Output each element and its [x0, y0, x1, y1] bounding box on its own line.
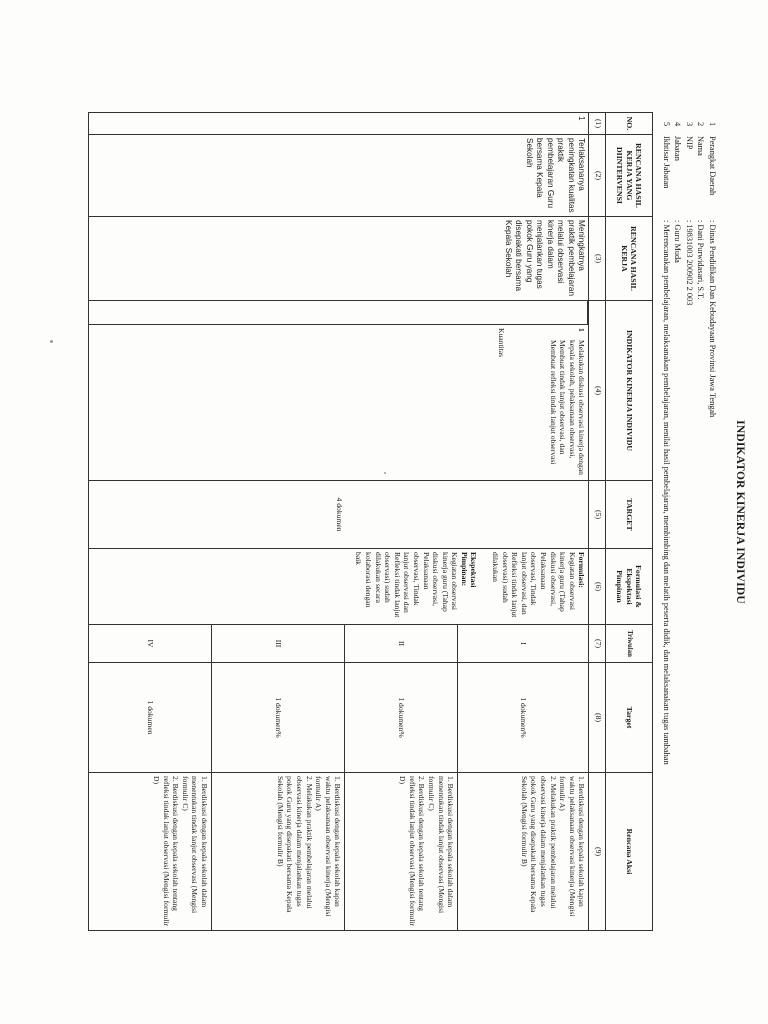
quarter-target-cell: 1 dokumen%: [345, 663, 458, 773]
triwulan-cell: II: [345, 625, 458, 663]
aksi-item: 1. Berdiskusi dengan kepala sekolah dalam menentukan tindak lanjut observasi (Mengisi formulir C): [427, 776, 456, 914]
header-rhk-intervensi: RENCANA HASIL KERJA YANG DIINTERVENSI: [605, 135, 652, 217]
info-value: : 19831003 200902 2 003: [684, 220, 694, 306]
header-no: NO.: [605, 113, 652, 135]
info-value: : Dinas Pendidikan Dan Kebudayaan Provinsi Jawa Tengah: [708, 220, 717, 418]
performance-indicator-table: [88, 112, 653, 931]
aksi-item: 1. Berdiskusi dengan kepala sekolah dalam menentukan tindak lanjut observasi (Mengisi formulir C): [180, 776, 210, 914]
target-cell: 4 dokumen: [89, 481, 589, 549]
formulasi-label: Formulasi:: [577, 552, 587, 588]
indikator-side-cell: [89, 301, 589, 325]
rencana-aksi-cell: [458, 773, 589, 931]
info-label: Perangkat Daerah: [708, 136, 717, 196]
column-index: (7): [589, 625, 605, 663]
column-index: (2): [589, 135, 605, 217]
aksi-item: 1. Berdiskusi dengan kepala sekolah kapan waktu pelaksanaan observasi kinerja (Mengisi formulir A): [314, 776, 343, 917]
scan-speck: [50, 340, 53, 343]
info-value: : Merencanakan pembelajaran, melaksanakan pembelajaran, menilai hasil pembelajaran, membimbing dan melatih peserta didik, dan melaksanakan tugas tambahan: [661, 220, 671, 765]
aksi-item: 2. Melakukan praktik pembelajaran melalui observasi kinerja dalam menjalankan tugas pokok Guru yang disepakati bersama Kepala Sekolah (Mengisi formulir B): [519, 776, 558, 913]
info-row: [695, 122, 707, 765]
quarter-target-cell: 1 dokumen%: [458, 663, 589, 773]
column-index: (9): [589, 773, 605, 931]
indikator-item: [548, 328, 586, 477]
column-index: (5): [589, 481, 605, 549]
info-number: 1: [708, 122, 717, 127]
rencana-aksi-cell: [212, 773, 345, 931]
employee-info: [660, 122, 718, 765]
kuantitas-label: Kuantitas: [497, 328, 507, 358]
ekspektasi-text: Kegiatan observasi kinerja guru (Tahap diskusi observasi, Pelaksanaan observasi, Tindak lanjut observasi dan Refleksi tindak lanjut observasi) sudah dilakukan secara kolaborasi dengan baik: [354, 552, 460, 618]
rencana-aksi-cell: [89, 773, 212, 931]
info-number: 3: [684, 122, 694, 127]
document-title: INDIKATOR KINERJA INDIVIDU: [734, 420, 746, 604]
aksi-item: 2. Berdiskusi dengan kepala sekolah tentang refleksi tindak lanjut observasi (Mengisi formulir D): [152, 776, 181, 926]
info-row: [660, 122, 672, 765]
rhk-intervensi-cell: Terlaksananya peningkatan kualitas praktik pembelajaran Guru bersama Kepala Sekolah: [89, 135, 589, 217]
column-index-row: [589, 113, 605, 931]
column-index: (4): [589, 301, 605, 481]
header-target-quarter: Target: [605, 663, 652, 773]
ekspektasi-label: Ekspektasi Pimpinan:: [459, 552, 479, 588]
info-value: : Guru Muda: [673, 220, 683, 263]
formulasi-text: Kegiatan observasi kinerja guru (Tahap diskusi observasi, Pelaksanaan observasi, Tindak lanjut observasi, dan Refleksi tindak lanjut observasi) sudah dilakukan: [491, 552, 577, 618]
info-label: Ikhtisar Jabatan: [661, 136, 671, 189]
info-row: [683, 122, 695, 765]
triwulan-cell: I: [458, 625, 589, 663]
table-header-row: [605, 113, 652, 931]
header-rencana-aksi: Rencana Aksi: [605, 773, 652, 931]
info-number: 5: [661, 122, 671, 127]
triwulan-cell: III: [212, 625, 345, 663]
column-index: (6): [589, 549, 605, 625]
rencana-aksi-cell: [345, 773, 458, 931]
aksi-item: 1. Berdiskusi dengan kepala sekolah kapan waktu pelaksanaan observasi kinerja (Mengisi formulir A): [558, 776, 587, 917]
row-number: 1: [89, 113, 589, 135]
column-index: (3): [589, 217, 605, 301]
quarter-target-cell: 1 dokumen: [89, 663, 212, 773]
header-target: TARGET: [605, 481, 652, 549]
info-label: Jabatan: [673, 136, 683, 161]
info-number: 4: [673, 122, 683, 127]
formulasi-cell: [89, 549, 589, 625]
quarter-target-cell: 1 dokumen%: [212, 663, 345, 773]
triwulan-cell: IV: [89, 625, 212, 663]
indikator-text: Melakukan diskusi observasi kinerja dengan kepala sekolah, pelaksanaan observasi, Membuat tindak lanjut observasi, dan Membuat refleksi tindak lanjut observasi: [548, 340, 587, 475]
info-label: Nama: [696, 136, 706, 156]
info-value: : Dani Purwidasari, S.T.: [696, 220, 706, 300]
column-index: (8): [589, 663, 605, 773]
scan-speck: [384, 472, 386, 474]
indikator-cell: [89, 325, 589, 481]
header-triwulan: Triwulan: [605, 625, 652, 663]
aksi-item: 2. Berdiskusi dengan kepala sekolah tentang refleksi tindak lanjut observasi (Mengisi formulir D): [398, 776, 427, 926]
info-label: NIP: [684, 136, 694, 150]
header-indikator: INDIKATOR KINERJA INDIVIDU: [605, 301, 652, 481]
info-row: [706, 122, 718, 765]
info-number: 2: [696, 122, 706, 127]
aksi-item: 2. Melakukan praktik pembelajaran melalui observasi kinerja dalam menjalankan tugas pokok Guru yang disepakati bersama Kepala Sekolah (Mengisi formulir B): [275, 776, 314, 913]
header-formulasi: Formulasi & Ekspektasi Pimpinan: [605, 549, 652, 625]
indikator-number: 1: [577, 328, 587, 332]
column-index: (1): [589, 113, 605, 135]
header-rhk: RENCANA HASIL KERJA: [605, 217, 652, 301]
info-row: [672, 122, 684, 765]
rhk-cell: Meningkatnya praktik pembelajaran melalui observasi kinerja dalam menjalankan tugas pokok Guru yang disepakati bersama Kepala Sekolah: [89, 217, 589, 301]
table-row: [458, 113, 589, 931]
